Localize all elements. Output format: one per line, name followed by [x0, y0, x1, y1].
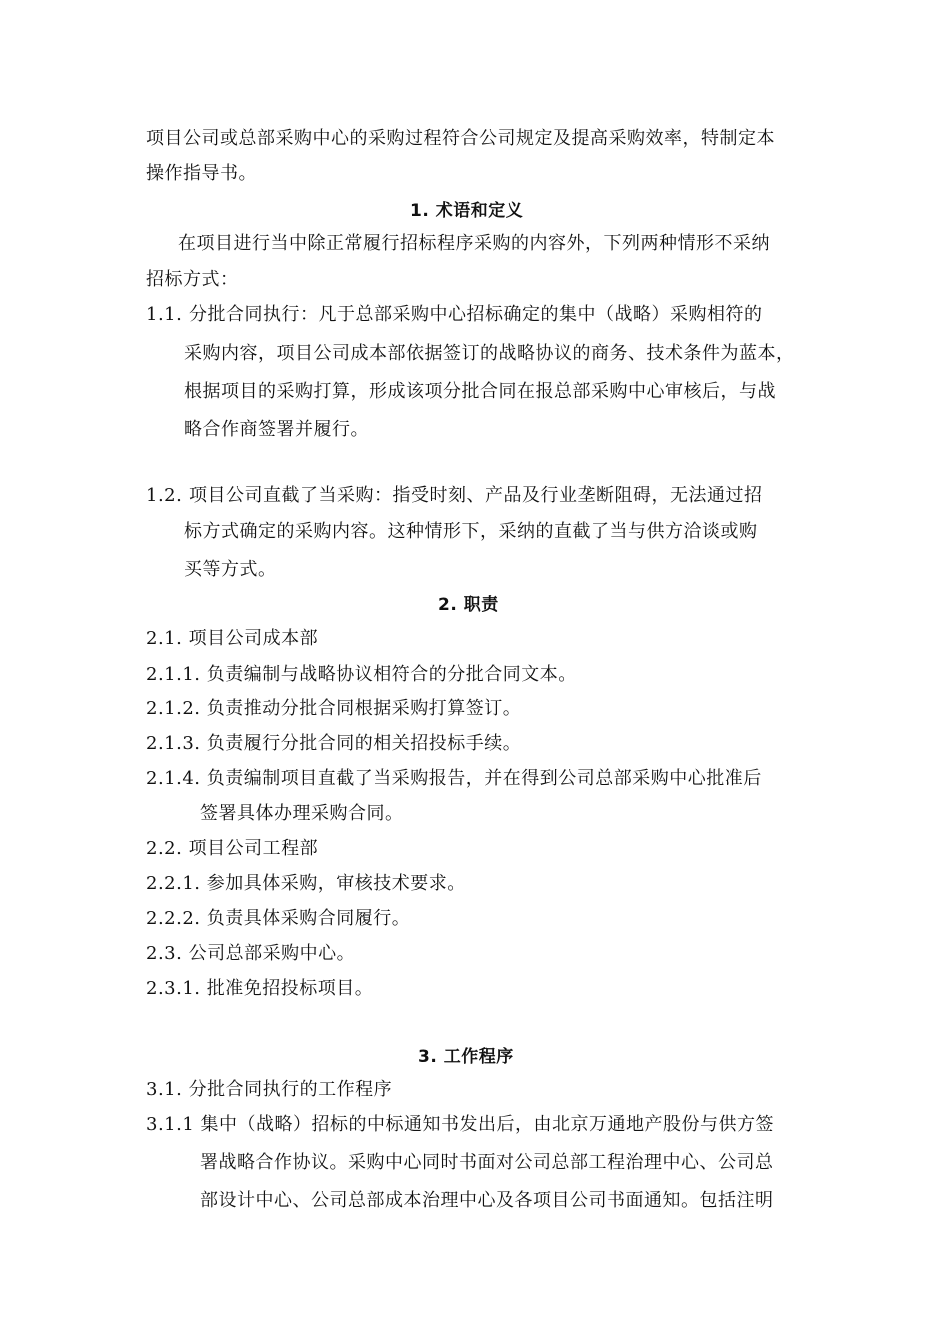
- section-1-paragraph-line-1: 在项目进行当中除正常履行招标程序采购的内容外，下列两种情形不采纳: [178, 233, 770, 254]
- section-1-paragraph-line-2: 招标方式：: [146, 269, 239, 290]
- intro-line-2: 操作指导书。: [146, 163, 257, 184]
- item-3-1-1-line-2: 署战略合作协议。采购中心同时书面对公司总部工程治理中心、公司总: [200, 1152, 774, 1173]
- item-1-2-line-3: 买等方式。: [184, 559, 277, 580]
- item-2-1-4-line-1: 2.1.4. 负责编制项目直截了当采购报告，并在得到公司总部采购中心批准后: [146, 768, 762, 789]
- section-3-heading: 3. 工作程序: [418, 1047, 514, 1067]
- item-2-1-1: 2.1.1. 负责编制与战略协议相符合的分批合同文本。: [146, 664, 577, 685]
- item-2-2-1: 2.2.1. 参加具体采购，审核技术要求。: [146, 873, 466, 894]
- item-2-2: 2.2. 项目公司工程部: [146, 838, 319, 859]
- item-1-2-line-1: 项目公司直截了当采购：指受时刻、产品及行业垄断阻碍，无法通过招: [189, 485, 763, 506]
- item-2-3-1: 2.3.1. 批准免招投标项目。: [146, 978, 374, 999]
- item-2-1-3: 2.1.3. 负责履行分批合同的相关招投标手续。: [146, 733, 522, 754]
- item-2-2-2: 2.2.2. 负责具体采购合同履行。: [146, 908, 411, 929]
- intro-line-1: 项目公司或总部采购中心的采购过程符合公司规定及提高采购效率，特制定本: [146, 128, 775, 149]
- item-1-1-line-1: 分批合同执行：凡于总部采购中心招标确定的集中（战略）采购相符的: [189, 304, 763, 325]
- item-1-2-line-2: 标方式确定的采购内容。这种情形下，采纳的直截了当与供方洽谈或购: [184, 521, 758, 542]
- item-3-1-1-line-3: 部设计中心、公司总部成本治理中心及各项目公司书面通知。包括注明: [200, 1190, 774, 1211]
- item-1-1-number: 1.1.: [146, 304, 183, 325]
- item-2-1-4-line-2: 签署具体办理采购合同。: [200, 803, 404, 824]
- item-1-1-line-3: 根据项目的采购打算，形成该项分批合同在报总部采购中心审核后，与战: [184, 381, 776, 402]
- item-1-1-line-2: 采购内容，项目公司成本部依据签订的战略协议的商务、技术条件为蓝本，: [184, 343, 795, 364]
- section-1-heading: 1. 术语和定义: [410, 201, 524, 221]
- item-1-2-number: 1.2.: [146, 485, 183, 506]
- item-2-1: 2.1. 项目公司成本部: [146, 628, 319, 649]
- section-2-heading: 2. 职责: [438, 595, 499, 615]
- item-2-3: 2.3. 公司总部采购中心。: [146, 943, 356, 964]
- item-3-1-1-line-1: 3.1.1 集中（战略）招标的中标通知书发出后，由北京万通地产股份与供方签: [146, 1114, 775, 1135]
- item-1-1-line-4: 略合作商签署并履行。: [184, 419, 369, 440]
- item-2-1-2: 2.1.2. 负责推动分批合同根据采购打算签订。: [146, 698, 522, 719]
- item-3-1: 3.1. 分批合同执行的工作程序: [146, 1079, 393, 1100]
